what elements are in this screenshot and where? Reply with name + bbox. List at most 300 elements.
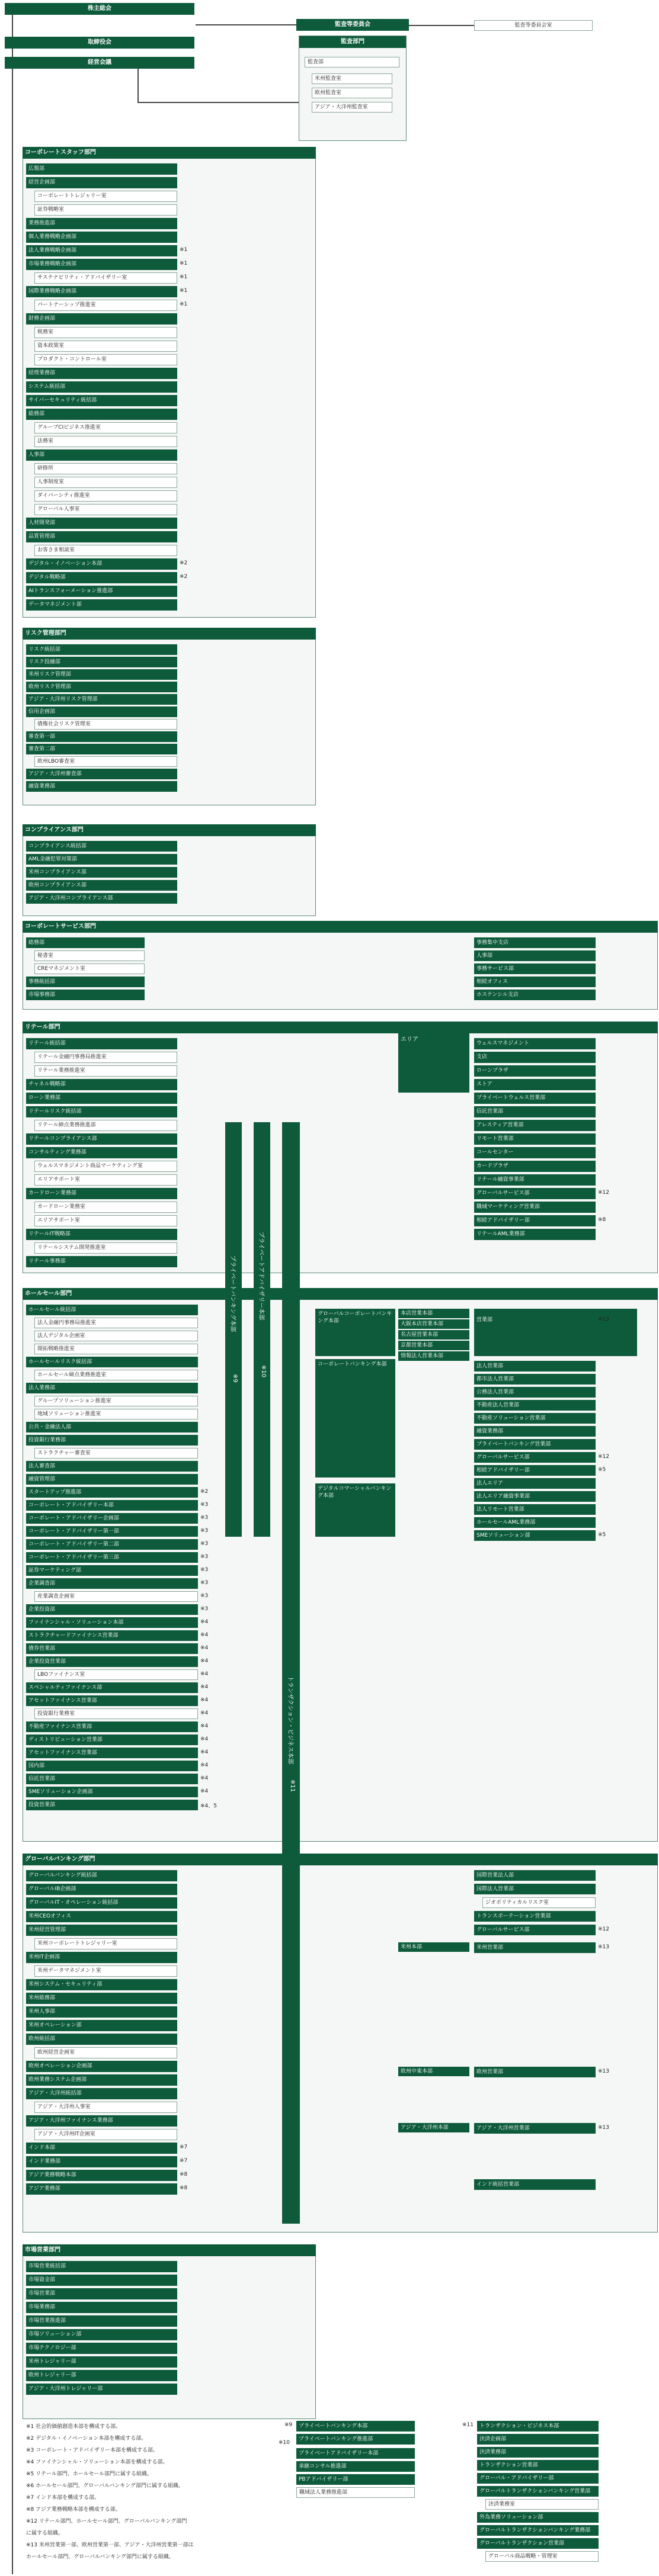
wholesale-mid-item-3: 京都営業本部: [398, 1341, 469, 1350]
wholesale-left-19: コーポレート・アドバイザリー第三部: [26, 1552, 198, 1563]
wholesale-left-32: 不動産ファイナンス営業部: [26, 1721, 198, 1732]
wholesale-left-22: 産業調査企画室: [34, 1591, 198, 1602]
wholesale-left-36-note: ※4: [200, 1775, 209, 1781]
wholesale-left-19-note: ※3: [200, 1554, 209, 1560]
global-left-1: グローバルIB企画部: [26, 1884, 177, 1895]
footnote-line: ホールセール部門、グローバルバンキング部門に属する組織。: [26, 2554, 174, 2560]
corporate-staff-item-3: 証券戦略室: [34, 204, 177, 216]
footnote-line: ※12 リテール部門、ホールセール部門、グローバルバンキング部門: [26, 2519, 187, 2524]
footnote-line: ※5 リテール部門、ホールセール部門に属する組織。: [26, 2471, 153, 2477]
footnote-line: ※8 アジア業務戦略本部を構成する部。: [26, 2507, 121, 2513]
footnote-line: ※6 ホールセール部門、グローバルバンキング部門に属する組織。: [26, 2483, 184, 2489]
retail-left-11: カードローン業務部: [26, 1188, 177, 1199]
corporate-staff-item-9: 国際業務戦略企画部: [26, 286, 177, 297]
transaction-business-bar: [282, 1122, 300, 2224]
wholesale-left-33-note: ※4: [200, 1736, 209, 1742]
wholesale-right-9-note: ※5: [598, 1467, 606, 1473]
global-region-europe: 欧州中東本部: [398, 2067, 469, 2076]
retail-left-5: リテールリスク統括部: [26, 1106, 177, 1117]
global-left-11: 米州オペレーション部: [26, 2020, 177, 2031]
global-left-21: インド業務部: [26, 2156, 177, 2167]
global-right-0: 国際営業法人部: [474, 1870, 596, 1881]
wholesale-left-24-note: ※4: [200, 1619, 209, 1625]
wholesale-left-26-note: ※4: [200, 1645, 209, 1651]
corp-services-left-2: CREマネジメント室: [34, 963, 145, 974]
wholesale-right-13: ホールセールAML業務部: [474, 1517, 596, 1528]
risk-item-2: 米州リスク管理部: [26, 669, 177, 680]
private-banking-label: プライベートバンキング本部: [229, 1255, 236, 1332]
footnote-line: ※4 ファイナンシャル・ソリューション本部を構成する部。: [26, 2459, 168, 2465]
shareholders-meeting: 株主総会: [5, 3, 194, 15]
wholesale-left-26: 債券営業部: [26, 1643, 198, 1654]
corp-services-left-1: 秘書室: [34, 950, 145, 961]
risk-item-11: 融資業務部: [26, 781, 177, 792]
retail-left-15: リテールシステム開発推進室: [34, 1242, 177, 1254]
retail-left-2: リテール業務推進室: [34, 1065, 177, 1077]
corp-services-right-3: 相続オフィス: [474, 977, 596, 987]
footnote-10-item-3: 職域法人業務推進部: [296, 2487, 415, 2498]
executive-committee: 経営会議: [5, 57, 194, 69]
retail-left-3: チャネル戦略部: [26, 1079, 177, 1090]
audit-unit-europe: 欧州監査室: [312, 88, 392, 98]
markets-item-7: 米州トレジャリー部: [26, 2356, 177, 2368]
corporate-staff-item-0: 広報部: [26, 163, 177, 175]
audit-committee: 監査等委員会: [296, 19, 409, 31]
footnote-line: ※2 デジタル・イノベーション本部を構成する部。: [26, 2436, 147, 2442]
audit-division-title: 監査部門: [299, 36, 406, 48]
corporate-staff-item-25: グローバル人事室: [34, 504, 177, 515]
compliance-item-1: AML金融犯罪対策部: [26, 854, 177, 865]
corporate-staff-item-18: 総務部: [26, 409, 177, 420]
wholesale-left-35: 国内部: [26, 1761, 198, 1771]
retail-right-1: 支店: [474, 1052, 596, 1063]
wholesale-left-9: 公共・金融法人部: [26, 1422, 198, 1432]
corporate-staff-item-26: 人材開発部: [26, 518, 177, 529]
global-left-20: インド本部: [26, 2143, 177, 2154]
wholesale-right-14-note: ※5: [598, 1532, 606, 1538]
markets-item-8: 欧州トレジャリー部: [26, 2370, 177, 2381]
wholesale-left-12: 法人審査部: [26, 1461, 198, 1472]
global-left-8: 米州システム・セキュリティ部: [26, 1979, 177, 1990]
corporate-staff-item-21: 人事部: [26, 449, 177, 461]
global-right-1: 国際法人営業部: [474, 1884, 596, 1894]
wholesale-left-28: LBOファイナンス室: [34, 1669, 198, 1680]
markets-item-6: 市場テクノロジー部: [26, 2343, 177, 2354]
global-right-5: 米州営業部: [474, 1942, 596, 1953]
corporate-staff-item-10: パートナーシップ推進室: [34, 300, 177, 311]
audit-unit-asia: アジア・大洋州監査室: [312, 102, 392, 113]
private-advisory-note: ※10: [260, 1365, 267, 1378]
retail-right-10: リテール融資事業部: [474, 1174, 596, 1186]
wholesale-left-14: スタートアップ推進部: [26, 1487, 198, 1498]
wholesale-left-1: 法人金融円事務局推進室: [34, 1318, 198, 1328]
compliance-item-0: コンプライアンス統括部: [26, 841, 177, 852]
corporate-staff-item-28: お客さま相談室: [34, 545, 177, 556]
global-left-14: 欧州オペレーション企画部: [26, 2061, 177, 2072]
retail-right-8: コールセンター: [474, 1147, 596, 1158]
wholesale-right-11: 法人エリア融資事業部: [474, 1491, 596, 1502]
global-left-10: 米州人事部: [26, 2006, 177, 2018]
wholesale-left-15-note: ※3: [200, 1502, 209, 1508]
wholesale-right-8-note: ※12: [598, 1454, 609, 1460]
wholesale-right-1: 法人営業部: [474, 1361, 596, 1371]
footnote-11-item-0: トランザクション・ビジネス本部: [477, 2421, 599, 2432]
risk-item-7: 審査第一部: [26, 731, 177, 742]
footnote-line: に属する組織。: [26, 2530, 64, 2536]
corporate-staff-item-17: サイバーセキュリティ統括部: [26, 395, 177, 406]
retail-left-1: リテール金融円事務局推進室: [34, 1052, 177, 1063]
corporate-staff-item-27: 品質管理部: [26, 531, 177, 542]
corporate-staff-item-1: 経営企画部: [26, 177, 177, 188]
wholesale-right-7: プライベートバンキング営業部: [474, 1439, 596, 1450]
retail-right-13-note: ※8: [598, 1217, 606, 1223]
wholesale-left-17: コーポレート・アドバイザリー第一部: [26, 1526, 198, 1537]
wholesale-mid-item-4: 情報法人営業本部: [398, 1351, 469, 1361]
risk-item-9: 欧州LBO審査室: [34, 756, 177, 767]
wholesale-left-16: コーポレート・アドバイザリー企画部: [26, 1513, 198, 1524]
global-right-4-note: ※12: [598, 1926, 609, 1932]
footnote-11-item-5: グローバルトランザクションバンキング営業部: [477, 2486, 599, 2497]
wholesale-left-37: SMEソリューション企画部: [26, 1787, 198, 1797]
footnote-10-label: ※10: [279, 2440, 290, 2446]
corp-services-left-0: 総務部: [26, 937, 145, 948]
wholesale-left-17-note: ※3: [200, 1528, 209, 1534]
retail-right-2: ローンプラザ: [474, 1065, 596, 1077]
risk-item-0: リスク統括部: [26, 644, 177, 655]
markets-title: 市場営業部門: [23, 2244, 316, 2256]
global-left-18: アジア・大洋州ファイナンス業務部: [26, 2115, 177, 2127]
wholesale-left-23-note: ※3: [200, 1606, 209, 1612]
audit-unit-americas: 米州監査室: [312, 73, 392, 84]
corporate-staff-item-12: 税務室: [34, 327, 177, 338]
global-left-13: 欧州経営企画室: [34, 2047, 177, 2058]
corporate-services-title: コーポレートサービス部門: [23, 921, 658, 933]
retail-right-11-note: ※12: [598, 1190, 609, 1196]
wholesale-left-33: ディストリビューション営業部: [26, 1735, 198, 1745]
compliance-item-3: 欧州コンプライアンス部: [26, 880, 177, 891]
retail-left-16: リテール事務部: [26, 1256, 177, 1267]
markets-item-0: 市場営業統括部: [26, 2261, 177, 2272]
wholesale-left-31-note: ※4: [200, 1710, 209, 1716]
wholesale-left-30-note: ※4: [200, 1697, 209, 1703]
footnote-9-label: ※9: [284, 2422, 293, 2428]
corporate-staff-item-8: サステナビリティ・アドバイザリー室: [34, 272, 177, 284]
wholesale-right-8: グローバルサービス部: [474, 1452, 596, 1463]
global-left-7: 米州データマネジメント室: [34, 1965, 177, 1977]
wholesale-left-2: 法人デジタル企画室: [34, 1331, 198, 1341]
wholesale-left-10: 投資銀行業務部: [26, 1435, 198, 1446]
retail-left-6: リテール締点業務推進部: [34, 1120, 177, 1131]
wholesale-left-25-note: ※4: [200, 1632, 209, 1638]
global-left-16: アジア・大洋州統括部: [26, 2088, 177, 2099]
risk-item-5: 信用企画部: [26, 706, 177, 717]
private-banking-note: ※9: [232, 1374, 238, 1383]
wholesale-left-36: 信託営業部: [26, 1774, 198, 1784]
wholesale-left-5: ホールセール締点業務推進室: [34, 1370, 198, 1380]
global-left-23-note: ※8: [180, 2185, 188, 2191]
retail-right-6: アレスティア営業部: [474, 1120, 596, 1131]
wholesale-right-14: SMEソリューション部: [474, 1530, 596, 1541]
retail-right-14: リテールAML業務部: [474, 1229, 596, 1240]
corporate-staff-item-7: 市場業務戦略企画部: [26, 259, 177, 270]
global-right-7: アジア・大洋州営業部: [474, 2123, 596, 2134]
corporate-staff-item-10-note: ※1: [180, 301, 188, 307]
wholesale-right-4: 不動産法人営業部: [474, 1400, 596, 1411]
wholesale-right-6: 融資業務部: [474, 1426, 596, 1437]
corp-services-right-1: 人事部: [474, 950, 596, 961]
wholesale-left-34-note: ※4: [200, 1749, 209, 1755]
wholesale-left-29-note: ※4: [200, 1684, 209, 1690]
footnote-11-item-6: 決済業務室: [485, 2499, 599, 2510]
wholesale-left-13: 融資管理部: [26, 1474, 198, 1485]
global-left-21-note: ※7: [180, 2158, 188, 2164]
wholesale-mid-item-1: 大阪本店営業本部: [398, 1319, 469, 1329]
executive-audit-line: [137, 102, 299, 103]
wholesale-left-11: ストラクチャー審査室: [34, 1448, 198, 1459]
corporate-staff-item-9-note: ※1: [180, 288, 188, 294]
footnote-11-item-4: グローバル・アドバイザリー部: [477, 2473, 599, 2484]
corporate-staff-title: コーポレートスタッフ部門: [23, 147, 316, 159]
corporate-staff-item-22: 研修所: [34, 463, 177, 474]
wholesale-mid-block-2: コーポレートバンキング本部: [315, 1359, 395, 1477]
corporate-staff-item-20: 法務室: [34, 436, 177, 447]
wholesale-left-18: コーポレート・アドバイザリー第二部: [26, 1539, 198, 1550]
retail-left-8: コンサルティング業務部: [26, 1147, 177, 1158]
footnote-10-item-1: 承継コンサル推進部: [296, 2461, 415, 2472]
footnote-11-item-9: グローバルトランザクション営業部: [477, 2538, 599, 2549]
risk-item-3: 欧州リスク管理部: [26, 682, 177, 692]
global-right-8: インド統括営業部: [474, 2179, 596, 2190]
global-left-4: 米州経営管理部: [26, 1925, 177, 1936]
global-right-6: 欧州営業部: [474, 2067, 596, 2077]
transaction-business-note: ※11: [289, 1780, 296, 1793]
footnote-line: ※7 インド本部を構成する部。: [26, 2495, 100, 2501]
retail-right-11: グローバルサービス部: [474, 1188, 596, 1199]
corporate-staff-item-6: 法人業務戦略企画部: [26, 245, 177, 256]
footnote-10-item-2: PBアドバイザリー部: [296, 2474, 415, 2485]
wholesale-left-23: 企業投資部: [26, 1604, 198, 1615]
retail-left-7: リテールコンプライアンス部: [26, 1133, 177, 1145]
corp-services-right-0: 事務集中支店: [474, 937, 596, 948]
wholesale-left-22-note: ※3: [200, 1593, 209, 1599]
footnote-11-item-7: 外為業務ソリューション部: [477, 2512, 599, 2523]
corporate-staff-item-2: コーポレートトレジャリー室: [34, 191, 177, 202]
wholesale-left-0: ホールセール統括部: [26, 1305, 198, 1315]
corporate-staff-item-13: 資本政策室: [34, 341, 177, 352]
footnote-11-item-8: グローバルトランザクションバンキング業務部: [477, 2525, 599, 2536]
wholesale-left-20: 証券マーケティング部: [26, 1565, 198, 1576]
global-right-7-note: ※13: [598, 2125, 609, 2131]
board-of-directors: 取締役会: [5, 37, 194, 49]
main-trunk-line: [12, 10, 13, 2574]
risk-title: リスク管理部門: [23, 628, 316, 640]
global-left-17: アジア・大洋州人事室: [34, 2102, 177, 2113]
wholesale-left-32-note: ※4: [200, 1723, 209, 1729]
corporate-staff-item-23: 人事制度室: [34, 477, 177, 488]
retail-left-0: リテール統括部: [26, 1038, 177, 1049]
global-left-0: グローバルバンキング統括部: [26, 1870, 177, 1881]
markets-item-9: アジア・大洋州トレジャリー部: [26, 2384, 177, 2395]
global-right-5-note: ※13: [598, 1944, 609, 1950]
risk-item-1: リスク投融部: [26, 657, 177, 667]
wholesale-left-18-note: ※3: [200, 1541, 209, 1547]
corporate-staff-item-31: AIトランスフォーメーション推進部: [26, 586, 177, 597]
global-banking-title: グローバルバンキング部門: [23, 1854, 658, 1865]
wholesale-left-21-note: ※3: [200, 1580, 209, 1586]
corporate-staff-item-29: デジタル・イノベーション本部: [26, 558, 177, 570]
wholesale-left-25: ストラクチャードファイナンス営業部: [26, 1630, 198, 1641]
global-left-3: 米州CEOオフィス: [26, 1911, 177, 1922]
corporate-staff-item-19: グループCIビジネス推進室: [34, 422, 177, 433]
retail-left-9: ウェルスマネジメント商品マーケティング室: [34, 1161, 177, 1172]
risk-item-8: 審査第二部: [26, 744, 177, 754]
wholesale-right-2: 都市法人営業部: [474, 1374, 596, 1385]
compliance-item-2: 米州コンプライアンス部: [26, 867, 177, 878]
wholesale-left-24: ファイナンシャル・ソリューション本部: [26, 1617, 198, 1628]
markets-item-1: 市場資金部: [26, 2275, 177, 2286]
retail-right-7: リモート営業部: [474, 1133, 596, 1145]
wholesale-left-38: 投資営業部: [26, 1800, 198, 1810]
wholesale-mid-block-1: グローバルコーポレートバンキング本部: [315, 1309, 395, 1356]
wholesale-left-28-note: ※4: [200, 1671, 209, 1677]
footnote-11-item-1: 決済企画部: [477, 2434, 599, 2445]
corporate-staff-item-29-note: ※2: [180, 560, 188, 566]
wholesale-right-top-0: 営業部: [474, 1315, 596, 1325]
markets-item-2: 市場営業部: [26, 2288, 177, 2299]
corporate-staff-item-32: データマネジメント部: [26, 599, 177, 611]
corporate-staff-item-24: ダイバーシティ推進室: [34, 490, 177, 502]
corporate-staff-item-6-note: ※1: [180, 247, 188, 253]
retail-right-9: カードプラザ: [474, 1161, 596, 1172]
global-region-asia: アジア・大洋州本部: [398, 2123, 469, 2132]
wholesale-right-9: 相続アドバイザリー部: [474, 1465, 596, 1476]
corp-services-right-4: ホステンシル支店: [474, 990, 596, 1000]
wholesale-left-30: アセットファイナンス営業部: [26, 1695, 198, 1706]
corp-services-left-4: 市場事務部: [26, 990, 145, 1000]
wholesale-right-top-0-note: ※13: [598, 1316, 609, 1322]
wholesale-left-35-note: ※4: [200, 1762, 209, 1768]
global-left-9: 米州総務部: [26, 1993, 177, 2004]
retail-right-13: 相続アドバイザリー部: [474, 1215, 596, 1226]
global-left-19: アジア・大洋州IT企画室: [34, 2129, 177, 2140]
footnote-10-item-0: プライベートアドバイザリー本部: [296, 2448, 415, 2459]
footnote-9-item-0: プライベートバンキング本部: [296, 2421, 415, 2432]
wholesale-right-10: 法人エリア: [474, 1478, 596, 1489]
corporate-staff-item-4: 業務推進部: [26, 218, 177, 229]
retail-title: リテール部門: [23, 1022, 658, 1033]
compliance-item-4: アジア・大洋州コンプライアンス部: [26, 893, 177, 904]
wholesale-mid-item-2: 名古屋営業本部: [398, 1330, 469, 1340]
wholesale-mid-block-3: デジタルコマーシャルバンキング本部: [315, 1483, 395, 1537]
wholesale-left-37-note: ※4: [200, 1788, 209, 1794]
retail-right-12: 職域マーケティング営業部: [474, 1202, 596, 1213]
risk-item-6: 債権社会リスク管理室: [34, 719, 177, 730]
retail-right-4: プライベートウェルス営業部: [474, 1093, 596, 1104]
footnote-11-item-2: 決済業務部: [477, 2447, 599, 2458]
wholesale-left-31: 投資銀行業務室: [34, 1708, 198, 1719]
retail-left-13: エリアサポート室: [34, 1215, 177, 1226]
global-right-6-note: ※13: [598, 2068, 609, 2074]
global-right-3: トランスポーテーション営業部: [474, 1911, 596, 1922]
footnote-line: ※3 コーポレート・アドバイザリー本部を構成する部。: [26, 2447, 158, 2453]
wholesale-right-3: 公務法人営業部: [474, 1387, 596, 1398]
transaction-business-label: トランザクション・ビジネス本部: [287, 1676, 293, 1765]
wholesale-left-6: 法人業務部: [26, 1383, 198, 1393]
private-advisory-label: プライベートアドバイザリー本部: [258, 1232, 264, 1321]
wholesale-left-16-note: ※3: [200, 1515, 209, 1521]
global-region-americas: 米州本部: [398, 1942, 469, 1952]
wholesale-left-29: スペシャルティファイナンス部: [26, 1682, 198, 1693]
executive-connector-line: [137, 66, 139, 103]
corporate-staff-item-14: プロダクト・コントロール室: [34, 354, 177, 365]
compliance-title: コンプライアンス部門: [23, 824, 316, 836]
footnote-line: ※1 社会的価値創造本部を構成する部。: [26, 2424, 121, 2430]
private-advisory-bar: [254, 1122, 270, 1537]
footnote-line: ※13 米州営業第一部、欧州営業第一部、アジア・大洋州営業第一部は: [26, 2542, 194, 2548]
wholesale-left-27-note: ※4: [200, 1658, 209, 1664]
corp-services-left-3: 事務統括部: [26, 977, 145, 987]
risk-item-4: アジア・大洋州リスク管理部: [26, 694, 177, 705]
markets-item-5: 市場ソリューション部: [26, 2329, 177, 2340]
corporate-staff-item-7-note: ※1: [180, 261, 188, 266]
retail-left-14: リテールIT戦略部: [26, 1229, 177, 1240]
corporate-staff-item-30: デジタル戦略部: [26, 572, 177, 583]
global-left-22: アジア業務戦略本部: [26, 2170, 177, 2181]
global-left-2: グローバルIT・オペレーション統括部: [26, 1897, 177, 1909]
wholesale-left-38-note: ※4、5: [200, 1803, 217, 1809]
global-left-23: アジア業務部: [26, 2183, 177, 2195]
wholesale-left-4: ホールセールリスク統括部: [26, 1357, 198, 1367]
retail-right-5: 信託営業部: [474, 1106, 596, 1117]
global-left-6: 米州IT企画部: [26, 1952, 177, 1963]
markets-item-4: 市場営業推進部: [26, 2315, 177, 2327]
retail-left-12: カードローン業務室: [34, 1202, 177, 1213]
wholesale-left-34: アセットファイナンス営業部: [26, 1748, 198, 1758]
corporate-staff-item-8-note: ※1: [180, 274, 188, 280]
corp-services-right-2: 事務サービス部: [474, 963, 596, 974]
retail-right-3: ストア: [474, 1079, 596, 1090]
wholesale-left-8: 地域ソリューション推進室: [34, 1409, 198, 1419]
corporate-staff-item-15: 経理業務部: [26, 368, 177, 379]
global-left-15: 欧州業務システム企画部: [26, 2074, 177, 2086]
global-left-5: 米州コーポレートトレジャリー室: [34, 1938, 177, 1949]
footnote-11-label: ※11: [462, 2422, 474, 2428]
wholesale-right-5: 不動産ソリューション営業部: [474, 1413, 596, 1424]
audit-connector-line: [196, 24, 296, 25]
wholesale-left-7: グループソリューション推進室: [34, 1396, 198, 1406]
corporate-staff-item-5: 個人業務戦略企画部: [26, 232, 177, 243]
wholesale-left-21: 企業調査部: [26, 1578, 198, 1589]
global-left-12: 欧州統括部: [26, 2034, 177, 2045]
wholesale-left-3: 開拓戦略推進室: [34, 1344, 198, 1354]
corporate-staff-item-16: システム統括部: [26, 381, 177, 393]
global-right-4: グローバルサービス部: [474, 1925, 596, 1935]
risk-item-10: アジア・大洋州審査部: [26, 769, 177, 779]
retail-left-4: ローン業務部: [26, 1093, 177, 1104]
wholesale-left-20-note: ※3: [200, 1567, 209, 1573]
footnote-11-item-10: グローバル商品戦略・管理室: [485, 2551, 599, 2562]
retail-right-0: ウェルスマネジメント: [474, 1038, 596, 1049]
wholesale-mid-item-0: 本店営業本部: [398, 1309, 469, 1318]
corporate-staff-item-11: 財務企画部: [26, 313, 177, 325]
audit-dept: 監査部: [305, 57, 399, 68]
global-left-20-note: ※7: [180, 2144, 188, 2150]
global-left-22-note: ※8: [180, 2172, 188, 2177]
audit-committee-office: 監査等委員会室: [474, 20, 593, 31]
wholesale-title: ホールセール部門: [23, 1288, 658, 1300]
corporate-staff-item-30-note: ※2: [180, 574, 188, 580]
global-right-2: ジオポリティカルリスク室: [482, 1897, 596, 1908]
